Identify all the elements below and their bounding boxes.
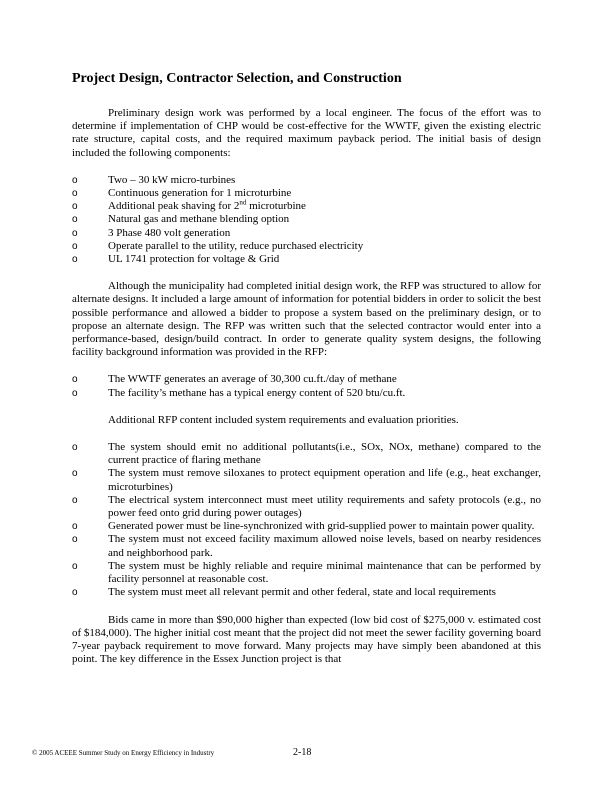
bullet-marker: o [72,214,78,226]
list-item: o Two – 30 kW micro-turbines [72,173,236,186]
superscript: nd [239,198,247,207]
bullet-marker: o [72,240,78,252]
page-number: 2-18 [293,747,312,758]
bullet-marker: o [72,442,78,454]
page-content [72,70,541,666]
bullet-marker: o [72,587,78,599]
bullet-marker: o [72,387,78,399]
bullet-marker: o [72,227,78,239]
section-heading: Project Design, Contractor Selection, and Construction [72,71,402,86]
list-item: o The system must not exceed facility maximum allowed noise levels, based on nearby residences and neighborhood park. [72,533,541,559]
list-item: o Natural gas and methane blending option [72,213,290,226]
list-item: o The facility’s methane has a typical energy content of 520 btu/cu.ft. [72,386,406,399]
list-item: o The system must remove siloxanes to protect equipment operation and life (e.g., heat exchanger, microturbines) [72,467,541,493]
list-item: o The system should emit no additional pollutants(i.e., SOx, NOx, methane) compared to the current practice of flaring methane [72,441,541,467]
paragraph-bids: Bids came in more than $90,000 higher than expected (low bid cost of $275,000 v. estimated cost of $184,000). The higher initial cost meant that the project did not meet the sewer facility governing board 7-year payback requirement to move forward. Many projects may have simply been abandoned at this point. The key difference in the Essex Junction project is that [72,613,541,666]
list-item: o The system must be highly reliable and require minimal maintenance that can be performed by facility personnel at reasonable cost. [72,559,541,586]
list-item: o Generated power must be line-synchronized with grid-supplied power to maintain power quality. [72,520,535,533]
bullet-marker: o [72,560,78,572]
list-item: o Continuous generation for 1 microturbine [72,187,292,200]
bullet-marker: o [72,494,78,506]
bullet-marker: o [72,188,78,200]
paragraph-additional-content: Additional RFP content included system requirements and evaluation priorities. [108,413,459,426]
footer-copyright: © 2005 ACEEE Summer Study on Energy Efficiency in Industry [32,749,215,757]
list-item: o Operate parallel to the utility, reduce purchased electricity [72,239,364,252]
paragraph-preliminary-design: Preliminary design work was performed by a local engineer. The focus of the effort was to determine if implementation of CHP would be cost-effective for the WWTF, given the existing electric rate structure, capital costs, and the required maximum payback period. The initial basis of design included the following components: [72,107,541,159]
list-item: o Additional peak shaving for 2nd microturbine [72,198,306,213]
bullet-marker: o [72,468,78,480]
background-info-list [72,373,541,399]
list-item: o 3 Phase 480 volt generation [72,226,231,239]
paragraph-rfp-structure: Although the municipality had completed initial design work, the RFP was structured to allow for alternate designs. It included a large amount of information for potential bidders in order to solicit the best possible performance and allowed a bidder to propose a system based on the preliminary design, or to propose an alternate design. The RFP was written such that the selected contractor would enter into a performance-based, design/build contract. In order to generate quality system designs, the following facility background information was provided in the RFP: [72,280,541,359]
bullet-marker: o [72,254,78,266]
list-item: o UL 1741 protection for voltage & Grid [72,253,280,266]
bullet-marker: o [72,521,78,533]
design-components-list [72,174,541,266]
bullet-marker: o [72,201,78,213]
list-item: o The WWTF generates an average of 30,300 cu.ft./day of methane [72,373,397,386]
list-item: o The electrical system interconnect must meet utility requirements and safety protocols (e.g., no power feed onto grid during power outages) [72,493,541,520]
bullet-marker: o [72,534,78,546]
bullet-marker: o [72,374,78,386]
list-item: o The system must meet all relevant permit and other federal, state and local requirements [72,586,496,599]
requirements-list [72,441,541,599]
bullet-marker: o [72,174,78,186]
